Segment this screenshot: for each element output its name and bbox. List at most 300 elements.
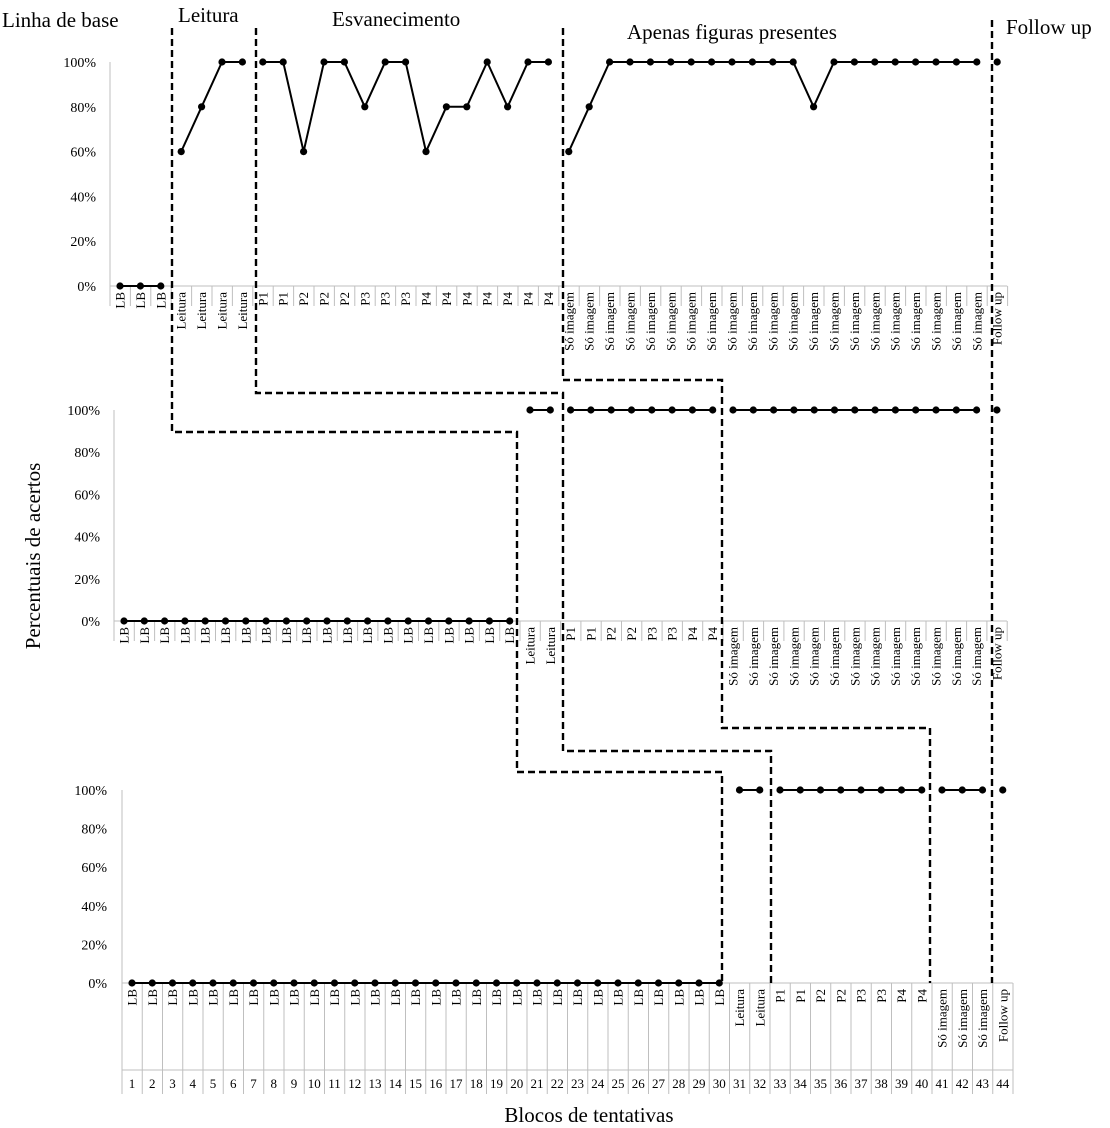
bottom-category-label: LB bbox=[630, 989, 646, 1006]
top-data-point bbox=[524, 58, 531, 65]
top-data-point bbox=[280, 58, 287, 65]
top-category-label: P4 bbox=[540, 292, 556, 306]
bottom-y-tick-label: 60% bbox=[81, 861, 107, 877]
middle-category-label: Só imagem bbox=[725, 627, 741, 686]
bottom-data-point bbox=[898, 786, 905, 793]
top-data-point bbox=[871, 58, 878, 65]
block-number-label: 5 bbox=[209, 1076, 217, 1091]
bottom-category-label: LB bbox=[529, 989, 545, 1006]
block-number-label: 2 bbox=[149, 1076, 156, 1091]
top-category-label: Só imagem bbox=[969, 292, 985, 351]
bottom-category-label: Follow up bbox=[995, 989, 1011, 1043]
block-number-label: 15 bbox=[409, 1076, 422, 1091]
top-category-label: P3 bbox=[357, 292, 373, 306]
bottom-category-label: LB bbox=[428, 989, 444, 1006]
top-category-label: P1 bbox=[255, 292, 271, 306]
middle-category-label: LB bbox=[197, 627, 213, 644]
bottom-category-label: LB bbox=[165, 989, 180, 1006]
top-data-point bbox=[178, 148, 185, 155]
middle-data-point bbox=[344, 617, 351, 624]
block-number-label: 27 bbox=[652, 1076, 665, 1091]
bottom-data-point bbox=[878, 786, 885, 793]
block-number-label: 43 bbox=[976, 1076, 989, 1091]
middle-data-point bbox=[526, 406, 533, 413]
block-number-label: 30 bbox=[712, 1076, 726, 1091]
top-category-label: Só imagem bbox=[602, 292, 618, 351]
middle-data-point bbox=[932, 406, 939, 413]
middle-category-label: Só imagem bbox=[786, 627, 802, 686]
top-data-point bbox=[688, 58, 695, 65]
top-data-point bbox=[708, 58, 715, 65]
top-series-line bbox=[569, 62, 977, 152]
block-number-label: 28 bbox=[672, 1076, 686, 1091]
bottom-data-point bbox=[412, 979, 419, 986]
bottom-category-label: LB bbox=[327, 989, 342, 1006]
bottom-data-point bbox=[999, 786, 1006, 793]
middle-data-point bbox=[689, 406, 696, 413]
middle-category-label: Só imagem bbox=[847, 627, 863, 686]
bottom-category-label: LB bbox=[225, 989, 241, 1006]
middle-data-point bbox=[405, 617, 412, 624]
middle-data-point bbox=[263, 617, 270, 624]
top-data-point bbox=[810, 103, 817, 110]
block-number-label: 6 bbox=[230, 1076, 237, 1091]
bottom-category-label: LB bbox=[408, 989, 423, 1006]
bottom-data-point bbox=[554, 979, 561, 986]
top-y-tick-label: 40% bbox=[70, 190, 96, 206]
bottom-category-label: P4 bbox=[894, 989, 909, 1003]
block-number-label: 8 bbox=[270, 1076, 277, 1091]
phase-label-fading: Esvanecimento bbox=[332, 7, 461, 31]
block-number-label: 7 bbox=[250, 1076, 257, 1091]
top-category-label: Só imagem bbox=[826, 292, 842, 351]
middle-data-point bbox=[648, 406, 655, 413]
block-number-label: 20 bbox=[510, 1076, 524, 1091]
top-data-point bbox=[116, 282, 123, 289]
top-category-label: Só imagem bbox=[806, 292, 822, 351]
block-number-label: 44 bbox=[996, 1076, 1010, 1091]
bottom-data-point bbox=[270, 979, 277, 986]
block-number-label: 32 bbox=[753, 1076, 767, 1091]
middle-category-label: P2 bbox=[603, 627, 619, 641]
middle-data-point bbox=[283, 617, 290, 624]
block-number-label: 4 bbox=[189, 1076, 196, 1091]
block-number-label: 11 bbox=[328, 1076, 341, 1091]
top-category-label: Leitura bbox=[173, 292, 189, 330]
bottom-category-label: LB bbox=[570, 989, 585, 1006]
middle-data-point bbox=[811, 406, 818, 413]
top-category-label: Só imagem bbox=[765, 292, 781, 351]
middle-category-label: P3 bbox=[664, 627, 680, 641]
block-number-label: 41 bbox=[935, 1076, 949, 1091]
block-number-label: 19 bbox=[490, 1076, 503, 1091]
middle-data-point bbox=[669, 406, 676, 413]
middle-data-point bbox=[587, 406, 594, 413]
middle-category-label: LB bbox=[157, 627, 173, 644]
block-number-label: 21 bbox=[530, 1076, 544, 1091]
top-data-point bbox=[239, 58, 246, 65]
bottom-data-point bbox=[959, 786, 966, 793]
middle-data-point bbox=[364, 617, 371, 624]
middle-data-point bbox=[303, 617, 310, 624]
middle-category-label: Só imagem bbox=[928, 627, 944, 686]
block-number-label: 14 bbox=[388, 1076, 402, 1091]
bottom-data-point bbox=[371, 979, 378, 986]
panel-bottom bbox=[74, 784, 1013, 1094]
bottom-data-point bbox=[655, 979, 662, 986]
bottom-category-label: Leitura bbox=[732, 989, 747, 1027]
bottom-category-label: LB bbox=[347, 989, 363, 1006]
top-data-point bbox=[994, 58, 1001, 65]
block-number-label: 9 bbox=[290, 1076, 298, 1091]
middle-data-point bbox=[973, 406, 980, 413]
top-category-label: Só imagem bbox=[724, 292, 740, 351]
top-category-label: P4 bbox=[500, 292, 516, 306]
top-data-point bbox=[586, 103, 593, 110]
bottom-data-point bbox=[756, 786, 763, 793]
phase-label-pictures-only: Apenas figuras presentes bbox=[627, 20, 837, 44]
middle-data-point bbox=[242, 617, 249, 624]
top-category-label: Só imagem bbox=[908, 292, 924, 351]
middle-category-label: LB bbox=[319, 627, 335, 644]
middle-category-label: Leitura bbox=[522, 627, 538, 665]
phase-change-line-2 bbox=[256, 28, 771, 983]
block-number-label: 18 bbox=[469, 1076, 483, 1091]
top-data-point bbox=[851, 58, 858, 65]
block-number-label: 1 bbox=[128, 1076, 136, 1091]
middle-category-label: P2 bbox=[624, 627, 639, 641]
phase-change-line-3 bbox=[563, 28, 930, 983]
block-number-label: 40 bbox=[915, 1076, 929, 1091]
middle-data-point bbox=[709, 406, 716, 413]
top-data-point bbox=[341, 58, 348, 65]
top-category-label: Só imagem bbox=[581, 292, 597, 351]
middle-category-label: LB bbox=[278, 627, 294, 644]
middle-data-point bbox=[567, 406, 574, 413]
bottom-category-label: LB bbox=[468, 989, 484, 1006]
block-number-label: 13 bbox=[368, 1076, 382, 1091]
top-data-point bbox=[606, 58, 613, 65]
bottom-data-point bbox=[574, 979, 581, 986]
bottom-data-point bbox=[331, 979, 338, 986]
phase-labels bbox=[2, 3, 1092, 44]
top-category-label: Só imagem bbox=[846, 292, 862, 351]
bottom-data-point bbox=[817, 786, 824, 793]
bottom-y-tick-label: 80% bbox=[81, 822, 107, 838]
top-data-point bbox=[218, 58, 225, 65]
top-category-label: Só imagem bbox=[744, 292, 760, 351]
middle-data-point bbox=[608, 406, 615, 413]
top-category-label: Só imagem bbox=[561, 292, 577, 351]
block-number-label: 31 bbox=[733, 1076, 746, 1091]
bottom-category-label: Só imagem bbox=[975, 989, 990, 1048]
top-data-point bbox=[953, 58, 960, 65]
bottom-data-point bbox=[493, 979, 500, 986]
top-category-label: P4 bbox=[459, 292, 475, 306]
middle-data-point bbox=[790, 406, 797, 413]
middle-category-label: LB bbox=[461, 627, 477, 644]
middle-data-point bbox=[323, 617, 330, 624]
middle-category-label: LB bbox=[258, 627, 274, 644]
middle-y-tick-label: 20% bbox=[74, 572, 100, 588]
block-number-label: 35 bbox=[814, 1076, 827, 1091]
bottom-data-point bbox=[533, 979, 540, 986]
block-number-label: 3 bbox=[169, 1076, 176, 1091]
bottom-data-point bbox=[614, 979, 621, 986]
top-category-label: Follow up bbox=[989, 292, 1005, 346]
top-category-label: Só imagem bbox=[948, 292, 964, 351]
middle-category-label: Só imagem bbox=[867, 627, 883, 686]
top-category-label: P4 bbox=[479, 292, 495, 306]
bottom-category-label: LB bbox=[489, 989, 504, 1006]
middle-category-label: LB bbox=[299, 627, 315, 644]
middle-y-tick-label: 40% bbox=[74, 530, 100, 546]
bottom-category-label: LB bbox=[509, 989, 525, 1006]
bottom-category-label: LB bbox=[590, 989, 606, 1006]
top-data-point bbox=[422, 148, 429, 155]
middle-y-tick-label: 60% bbox=[74, 488, 100, 504]
bottom-y-tick-label: 20% bbox=[81, 938, 107, 954]
middle-category-label: LB bbox=[177, 627, 193, 644]
top-category-label: Leitura bbox=[214, 292, 230, 330]
middle-data-point bbox=[161, 617, 168, 624]
top-category-label: LB bbox=[112, 292, 128, 309]
bottom-category-label: LB bbox=[367, 989, 383, 1006]
top-data-point bbox=[728, 58, 735, 65]
bottom-data-point bbox=[635, 979, 642, 986]
bottom-data-point bbox=[857, 786, 864, 793]
block-number-label: 23 bbox=[571, 1076, 584, 1091]
top-y-tick-label: 0% bbox=[77, 280, 96, 295]
block-number-label: 17 bbox=[449, 1076, 463, 1091]
top-category-label: Só imagem bbox=[928, 292, 944, 351]
middle-y-tick-label: 100% bbox=[67, 404, 100, 419]
bottom-category-label: Só imagem bbox=[954, 989, 970, 1048]
top-data-point bbox=[402, 58, 409, 65]
top-category-label: P2 bbox=[296, 292, 312, 306]
top-y-tick-label: 20% bbox=[70, 235, 96, 251]
middle-data-point bbox=[953, 406, 960, 413]
top-data-point bbox=[790, 58, 797, 65]
panel-middle bbox=[67, 404, 1007, 686]
bottom-category-label: LB bbox=[124, 989, 140, 1006]
bottom-category-label: LB bbox=[671, 989, 687, 1006]
middle-category-label: LB bbox=[136, 627, 152, 644]
block-number-label: 37 bbox=[854, 1076, 868, 1091]
middle-data-point bbox=[120, 617, 127, 624]
y-axis-label: Percentuais de acertos bbox=[21, 462, 45, 650]
bottom-category-label: P2 bbox=[813, 989, 828, 1003]
bottom-data-point bbox=[290, 979, 297, 986]
middle-data-point bbox=[425, 617, 432, 624]
top-category-label: P3 bbox=[398, 292, 414, 306]
top-category-label: P3 bbox=[377, 292, 393, 306]
top-category-label: LB bbox=[132, 292, 148, 309]
bottom-category-label: LB bbox=[651, 989, 666, 1006]
block-number-label: 26 bbox=[631, 1076, 645, 1091]
block-number-label: 25 bbox=[611, 1076, 625, 1091]
x-axis-label: Blocos de tentativas bbox=[504, 1103, 674, 1127]
middle-category-label: Só imagem bbox=[908, 627, 924, 686]
middle-category-label: P4 bbox=[684, 627, 700, 641]
top-category-label: P4 bbox=[438, 292, 454, 306]
bottom-category-label: Leitura bbox=[752, 989, 768, 1027]
bottom-category-label: P3 bbox=[853, 989, 869, 1003]
bottom-category-label: LB bbox=[306, 989, 322, 1006]
top-data-point bbox=[504, 103, 511, 110]
middle-category-label: P1 bbox=[583, 627, 599, 641]
top-data-point bbox=[320, 58, 327, 65]
top-category-label: Só imagem bbox=[622, 292, 638, 351]
bottom-data-point bbox=[128, 979, 135, 986]
top-data-point bbox=[484, 58, 491, 65]
middle-data-point bbox=[892, 406, 899, 413]
bottom-category-label: P1 bbox=[772, 989, 788, 1003]
middle-category-label: P1 bbox=[563, 627, 579, 641]
middle-data-point bbox=[851, 406, 858, 413]
middle-category-label: Só imagem bbox=[766, 627, 782, 686]
middle-data-point bbox=[547, 406, 554, 413]
bottom-category-label: LB bbox=[549, 989, 565, 1006]
top-category-label: Só imagem bbox=[663, 292, 679, 351]
top-category-label: P4 bbox=[520, 292, 536, 306]
bottom-category-label: P2 bbox=[833, 989, 849, 1003]
phase-change-lines bbox=[172, 20, 992, 983]
bottom-category-label: LB bbox=[144, 989, 160, 1006]
middle-category-label: Só imagem bbox=[887, 627, 903, 686]
bottom-category-label: LB bbox=[205, 989, 221, 1006]
bottom-data-point bbox=[979, 786, 986, 793]
middle-data-point bbox=[750, 406, 757, 413]
bottom-data-point bbox=[189, 979, 196, 986]
bottom-category-label: LB bbox=[246, 989, 261, 1006]
top-data-point bbox=[749, 58, 756, 65]
middle-category-label: LB bbox=[339, 627, 355, 644]
top-data-point bbox=[830, 58, 837, 65]
middle-category-label: LB bbox=[116, 627, 132, 644]
block-number-label: 33 bbox=[773, 1076, 787, 1091]
bottom-category-label: LB bbox=[448, 989, 464, 1006]
middle-category-label: Só imagem bbox=[806, 627, 822, 686]
middle-category-label: LB bbox=[502, 627, 518, 644]
bottom-data-point bbox=[594, 979, 601, 986]
bottom-y-tick-label: 0% bbox=[88, 977, 107, 992]
bottom-data-point bbox=[230, 979, 237, 986]
middle-category-label: LB bbox=[400, 627, 416, 644]
top-data-point bbox=[361, 103, 368, 110]
middle-data-point bbox=[912, 406, 919, 413]
middle-category-label: LB bbox=[360, 627, 376, 644]
top-data-point bbox=[565, 148, 572, 155]
middle-data-point bbox=[729, 406, 736, 413]
top-data-point bbox=[626, 58, 633, 65]
phase-label-follow-up: Follow up bbox=[1006, 15, 1092, 39]
bottom-data-point bbox=[209, 979, 216, 986]
bottom-data-point bbox=[736, 786, 743, 793]
top-data-point bbox=[892, 58, 899, 65]
middle-category-label: Leitura bbox=[542, 627, 558, 665]
middle-data-point bbox=[141, 617, 148, 624]
top-y-tick-label: 80% bbox=[70, 100, 96, 116]
bottom-data-point bbox=[149, 979, 156, 986]
top-category-label: Só imagem bbox=[887, 292, 903, 351]
top-category-label: Só imagem bbox=[785, 292, 801, 351]
top-data-point bbox=[932, 58, 939, 65]
bottom-data-point bbox=[695, 979, 702, 986]
block-number-label: 29 bbox=[692, 1076, 706, 1091]
chart-panels bbox=[63, 56, 1013, 1094]
top-data-point bbox=[157, 282, 164, 289]
top-category-label: Só imagem bbox=[642, 292, 658, 351]
middle-data-point bbox=[445, 617, 452, 624]
middle-data-point bbox=[181, 617, 188, 624]
bottom-data-point bbox=[351, 979, 358, 986]
middle-y-tick-label: 80% bbox=[74, 446, 100, 462]
bottom-y-tick-label: 40% bbox=[81, 899, 107, 915]
middle-category-label: LB bbox=[441, 627, 457, 644]
block-number-label: 38 bbox=[874, 1076, 888, 1091]
middle-data-point bbox=[466, 617, 473, 624]
middle-y-tick-label: 0% bbox=[81, 615, 100, 630]
top-category-label: P2 bbox=[316, 292, 332, 306]
phase-label-baseline: Linha de base bbox=[2, 8, 119, 32]
bottom-data-point bbox=[452, 979, 459, 986]
bottom-data-point bbox=[311, 979, 318, 986]
middle-data-point bbox=[831, 406, 838, 413]
middle-category-label: LB bbox=[238, 627, 254, 644]
middle-data-point bbox=[770, 406, 777, 413]
top-category-label: LB bbox=[153, 292, 169, 309]
middle-data-point bbox=[628, 406, 635, 413]
top-data-point bbox=[647, 58, 654, 65]
bottom-category-label: LB bbox=[387, 989, 403, 1006]
panel-top bbox=[63, 56, 1007, 351]
top-category-label: Só imagem bbox=[683, 292, 699, 351]
block-number-label: 22 bbox=[550, 1076, 564, 1091]
top-data-point bbox=[259, 58, 266, 65]
bottom-category-label: LB bbox=[691, 989, 707, 1006]
bottom-category-label: LB bbox=[266, 989, 282, 1006]
bottom-data-point bbox=[797, 786, 804, 793]
top-data-point bbox=[463, 103, 470, 110]
middle-data-point bbox=[872, 406, 879, 413]
block-number-label: 39 bbox=[895, 1076, 908, 1091]
block-number-label: 12 bbox=[348, 1076, 362, 1091]
bottom-data-point bbox=[250, 979, 257, 986]
top-data-point bbox=[198, 103, 205, 110]
bottom-category-label: LB bbox=[286, 989, 302, 1006]
top-category-label: P1 bbox=[275, 292, 291, 306]
middle-data-point bbox=[506, 617, 513, 624]
middle-category-label: Só imagem bbox=[948, 627, 964, 686]
middle-category-label: LB bbox=[218, 627, 233, 644]
top-category-label: P2 bbox=[336, 292, 352, 306]
middle-category-label: P4 bbox=[705, 627, 721, 641]
top-data-point bbox=[443, 103, 450, 110]
bottom-data-point bbox=[169, 979, 176, 986]
top-data-point bbox=[912, 58, 919, 65]
block-number-label: 10 bbox=[307, 1076, 321, 1091]
top-category-label: Só imagem bbox=[867, 292, 883, 351]
top-category-label: Leitura bbox=[194, 292, 210, 330]
middle-category-label: LB bbox=[481, 627, 497, 644]
top-data-point bbox=[973, 58, 980, 65]
middle-category-label: Só imagem bbox=[827, 627, 842, 686]
top-category-label: P4 bbox=[418, 292, 434, 306]
top-category-label: Leitura bbox=[234, 292, 250, 330]
block-number-label: 34 bbox=[793, 1076, 807, 1091]
bottom-data-point bbox=[837, 786, 844, 793]
